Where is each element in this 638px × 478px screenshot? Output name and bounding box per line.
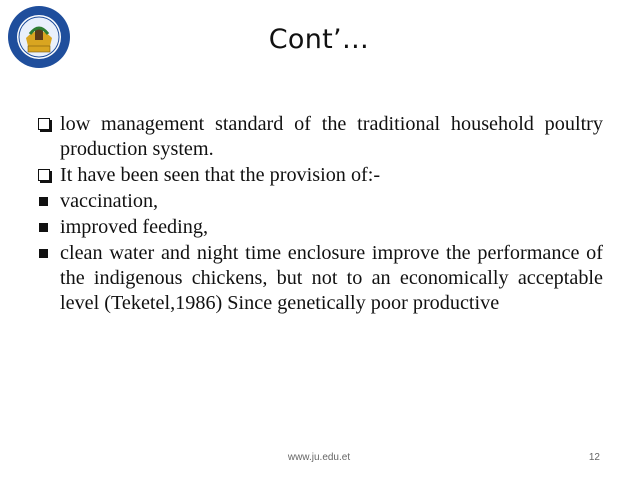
square-bullet-icon [39,223,48,232]
checkbox-bullet-icon [38,118,50,130]
bullet-item: clean water and night time enclosure improve the performance of the indigenous chickens, but not to an economically acceptable level (Teketel,1986) Since genetically poor productive [38,241,603,316]
square-bullet-icon [39,249,48,258]
footer-url: www.ju.edu.et [287,452,351,463]
checkbox-bullet-icon [38,169,50,181]
bullet-item: vaccination, [38,189,603,214]
slide-body [38,112,603,317]
slide-title: Cont’… [268,24,370,55]
square-bullet-icon [39,197,48,206]
page-number: 12 [588,452,600,463]
bullet-item: It have been seen that the provision of:- [38,163,603,188]
bullet-item: improved feeding, [38,215,603,240]
bullet-item: low management standard of the traditional household poultry production system. [38,112,603,162]
